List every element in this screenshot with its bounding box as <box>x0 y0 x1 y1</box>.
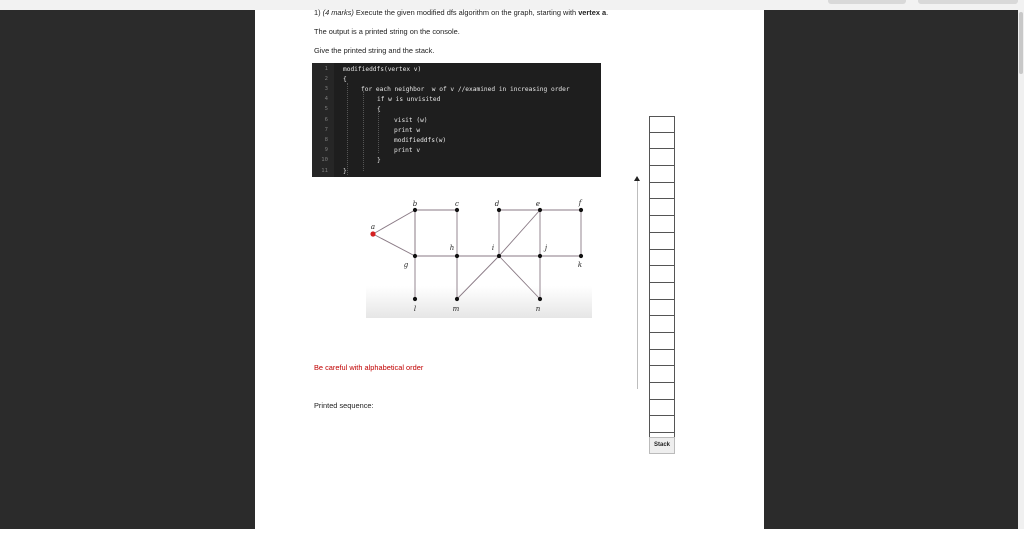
vertex-l <box>413 297 417 301</box>
bottom-strip <box>0 529 1024 535</box>
vertex-m <box>455 297 459 301</box>
vertex-label-n: n <box>535 305 541 313</box>
question-instruction: Execute the given modified dfs algorithm on the graph, starting with <box>355 8 577 17</box>
code-line: print w <box>394 126 421 134</box>
line-number: 9 <box>324 147 328 154</box>
vertex-g <box>413 254 417 258</box>
vertex-c <box>455 208 459 212</box>
line-number: 10 <box>321 157 328 164</box>
stack-cell[interactable] <box>649 183 675 200</box>
graph-svg <box>366 196 592 318</box>
stack-cell[interactable] <box>649 400 675 417</box>
line-number: 1 <box>324 65 328 72</box>
vertex-k <box>579 254 583 258</box>
code-line: { <box>343 75 347 83</box>
vertex-n <box>538 297 542 301</box>
vertex-h <box>455 254 459 258</box>
line-number: 7 <box>324 126 328 133</box>
question-marks: (4 marks) <box>322 8 354 17</box>
vertex-j <box>538 254 542 258</box>
indent-guide <box>378 111 379 153</box>
edge-a-b <box>370 210 415 234</box>
line-number: 8 <box>324 136 328 143</box>
stack-cell[interactable] <box>649 133 675 150</box>
stack-cell[interactable] <box>649 283 675 300</box>
stack-cell[interactable] <box>649 199 675 216</box>
line-number: 11 <box>321 167 328 174</box>
stack-cell[interactable] <box>649 266 675 283</box>
edge-i-e <box>499 210 540 256</box>
printed-sequence-label: Printed sequence: <box>314 401 374 410</box>
vertex-label-c: c <box>455 200 459 208</box>
stack-cell[interactable] <box>649 166 675 183</box>
code-line: visit (w) <box>394 116 428 124</box>
stack-cell[interactable] <box>649 383 675 400</box>
edge-a-g <box>373 234 415 256</box>
line-number: 4 <box>324 96 328 103</box>
toolbar-tab[interactable] <box>828 0 906 4</box>
stack-growth-arrow <box>637 177 638 389</box>
toolbar-tab[interactable] <box>918 0 1018 4</box>
vertex-label-b: b <box>412 200 418 208</box>
stack-label: Stack <box>649 437 675 454</box>
vertex-label-e: e <box>535 200 541 208</box>
code-line: modifieddfs(w) <box>394 136 447 144</box>
vertex-label-j: j <box>544 244 548 252</box>
scrollbar-thumb[interactable] <box>1019 12 1023 74</box>
vertex-e <box>538 208 542 212</box>
vertex-label-i: i <box>491 244 495 252</box>
stack-cell[interactable] <box>649 416 675 433</box>
viewer-right-margin <box>764 10 1018 529</box>
question-title <box>314 8 608 17</box>
give-note: Give the printed string and the stack. <box>314 46 435 55</box>
vertex-label-h: h <box>449 244 455 252</box>
code-line: print v <box>394 147 421 155</box>
stack-cell[interactable] <box>649 300 675 317</box>
arrow-head-icon <box>634 176 640 181</box>
graph-shadow <box>366 286 592 318</box>
stack-cell[interactable] <box>649 233 675 250</box>
vertex-label-l: l <box>413 305 417 313</box>
vertex-label-g: g <box>403 261 409 269</box>
stack-cell[interactable] <box>649 366 675 383</box>
code-line: if w is unvisited <box>377 96 441 104</box>
vertex-i <box>497 254 501 258</box>
start-vertex: vertex a <box>578 8 607 17</box>
viewer-left-margin <box>0 10 255 529</box>
output-note: The output is a printed string on the console. <box>314 27 460 36</box>
line-number: 6 <box>324 116 328 123</box>
graph-figure <box>366 196 592 318</box>
line-number: 5 <box>324 106 328 113</box>
vertex-d <box>497 208 501 212</box>
vertex-label-m: m <box>452 305 460 313</box>
indent-guide <box>363 91 364 171</box>
code-block <box>312 63 601 177</box>
question-number: 1) <box>314 8 321 17</box>
vertex-b <box>413 208 417 212</box>
vertex-label-f: f <box>578 199 582 207</box>
indent-guide <box>347 83 348 175</box>
title-period: . <box>606 8 609 17</box>
vertex-label-a: a <box>370 223 376 231</box>
vertex-label-d: d <box>494 200 500 208</box>
stack-cell[interactable] <box>649 350 675 367</box>
code-line: } <box>377 157 381 165</box>
code-line: } <box>343 167 347 175</box>
code-line: for each neighbor w of v //examined in increasing order <box>361 85 570 93</box>
stack-table <box>649 116 675 450</box>
line-number: 3 <box>324 85 328 92</box>
vertex-a <box>370 231 375 236</box>
warning-text: Be careful with alphabetical order <box>314 363 424 372</box>
vertex-label-k: k <box>577 261 583 269</box>
vertical-scrollbar[interactable] <box>1018 10 1024 529</box>
line-number: 2 <box>324 75 328 82</box>
vertex-f <box>579 208 583 212</box>
stack-cell[interactable] <box>649 333 675 350</box>
stack-cell[interactable] <box>649 149 675 166</box>
stack-cell[interactable] <box>649 250 675 267</box>
code-line: modifieddfs(vertex v) <box>343 65 422 73</box>
stack-cell[interactable] <box>649 116 675 133</box>
stack-cell[interactable] <box>649 216 675 233</box>
stack-cell[interactable] <box>649 316 675 333</box>
code-line: { <box>377 106 381 114</box>
